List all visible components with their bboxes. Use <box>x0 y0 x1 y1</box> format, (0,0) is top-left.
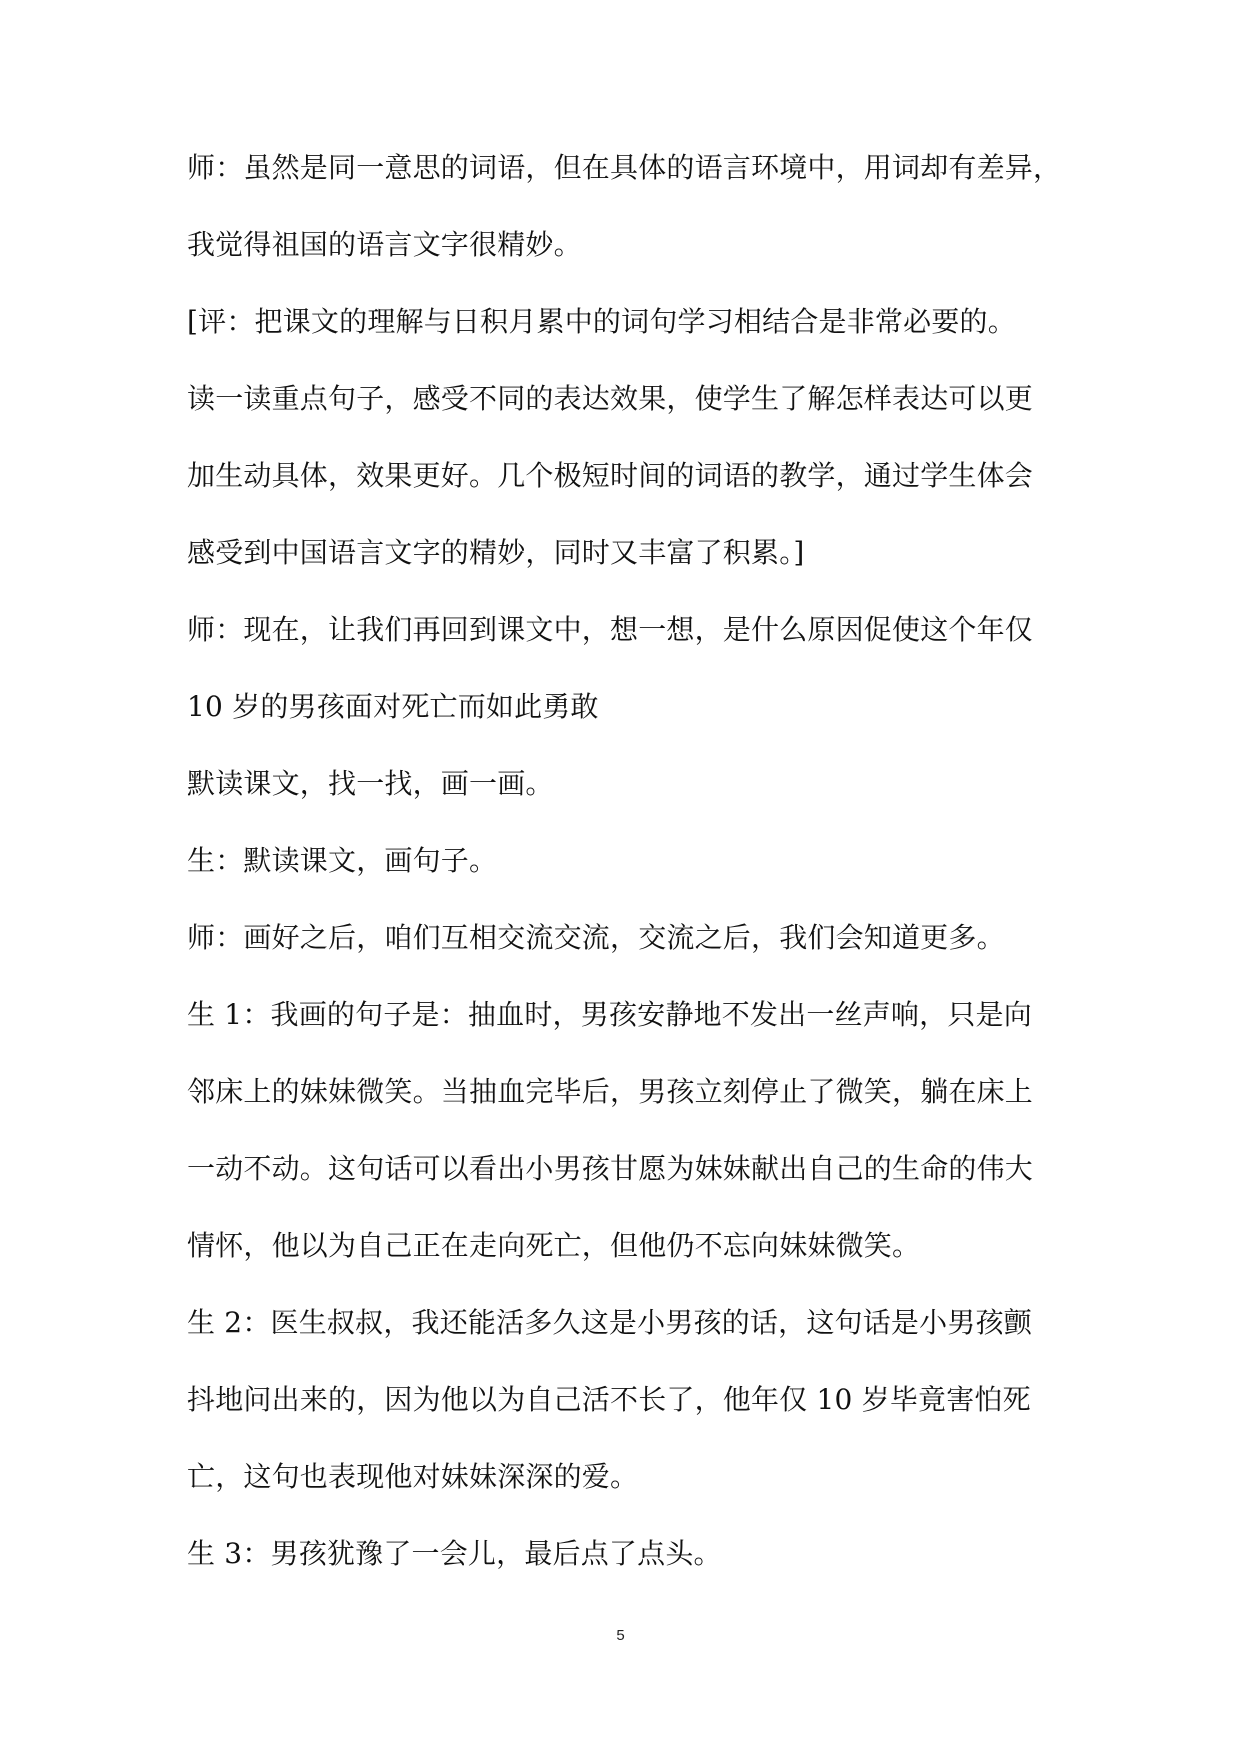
text-line: 师：现在，让我们再回到课文中，想一想，是什么原因促使这个年仅 <box>187 613 1034 646</box>
text-line: 我觉得祖国的语言文字很精妙。 <box>187 228 582 261</box>
text-line: 师：画好之后，咱们互相交流交流，交流之后，我们会知道更多。 <box>187 921 1005 954</box>
text-line: 生：默读课文，画句子。 <box>187 844 498 877</box>
text-line: 师：虽然是同一意思的词语，但在具体的语言环境中，用词却有差异， <box>187 151 1062 184</box>
text-line: 生 2：医生叔叔，我还能活多久这是小男孩的话，这句话是小男孩颤 <box>187 1306 1032 1339</box>
text-line: 生 1：我画的句子是：抽血时，男孩安静地不发出一丝声响，只是向 <box>187 998 1032 1031</box>
text-line: 一动不动。这句话可以看出小男孩甘愿为妹妹献出自己的生命的伟大 <box>187 1152 1034 1185</box>
text-line: 抖地问出来的，因为他以为自己活不长了，他年仅 10 岁毕竟害怕死 <box>187 1383 1031 1416</box>
text-line: 邻床上的妹妹微笑。当抽血完毕后，男孩立刻停止了微笑，躺在床上 <box>187 1075 1034 1108</box>
text-line: 默读课文，找一找，画一画。 <box>187 767 554 800</box>
text-line: 感受到中国语言文字的精妙，同时又丰富了积累。] <box>187 536 805 569</box>
text-line: [评：把课文的理解与日积月累中的词句学习相结合是非常必要的。 <box>187 305 1016 338</box>
text-line: 读一读重点句子，感受不同的表达效果，使学生了解怎样表达可以更 <box>187 382 1034 415</box>
text-line: 亡，这句也表现他对妹妹深深的爱。 <box>187 1460 639 1493</box>
page-number: 5 <box>616 1627 625 1644</box>
text-line: 情怀，他以为自己正在走向死亡，但他仍不忘向妹妹微笑。 <box>187 1229 921 1262</box>
text-line: 生 3：男孩犹豫了一会儿，最后点了点头。 <box>187 1537 722 1570</box>
body-text <box>187 140 1062 1603</box>
text-line: 加生动具体，效果更好。几个极短时间的词语的教学，通过学生体会 <box>187 459 1034 492</box>
text-line: 10 岁的男孩面对死亡而如此勇敢 <box>187 690 599 723</box>
